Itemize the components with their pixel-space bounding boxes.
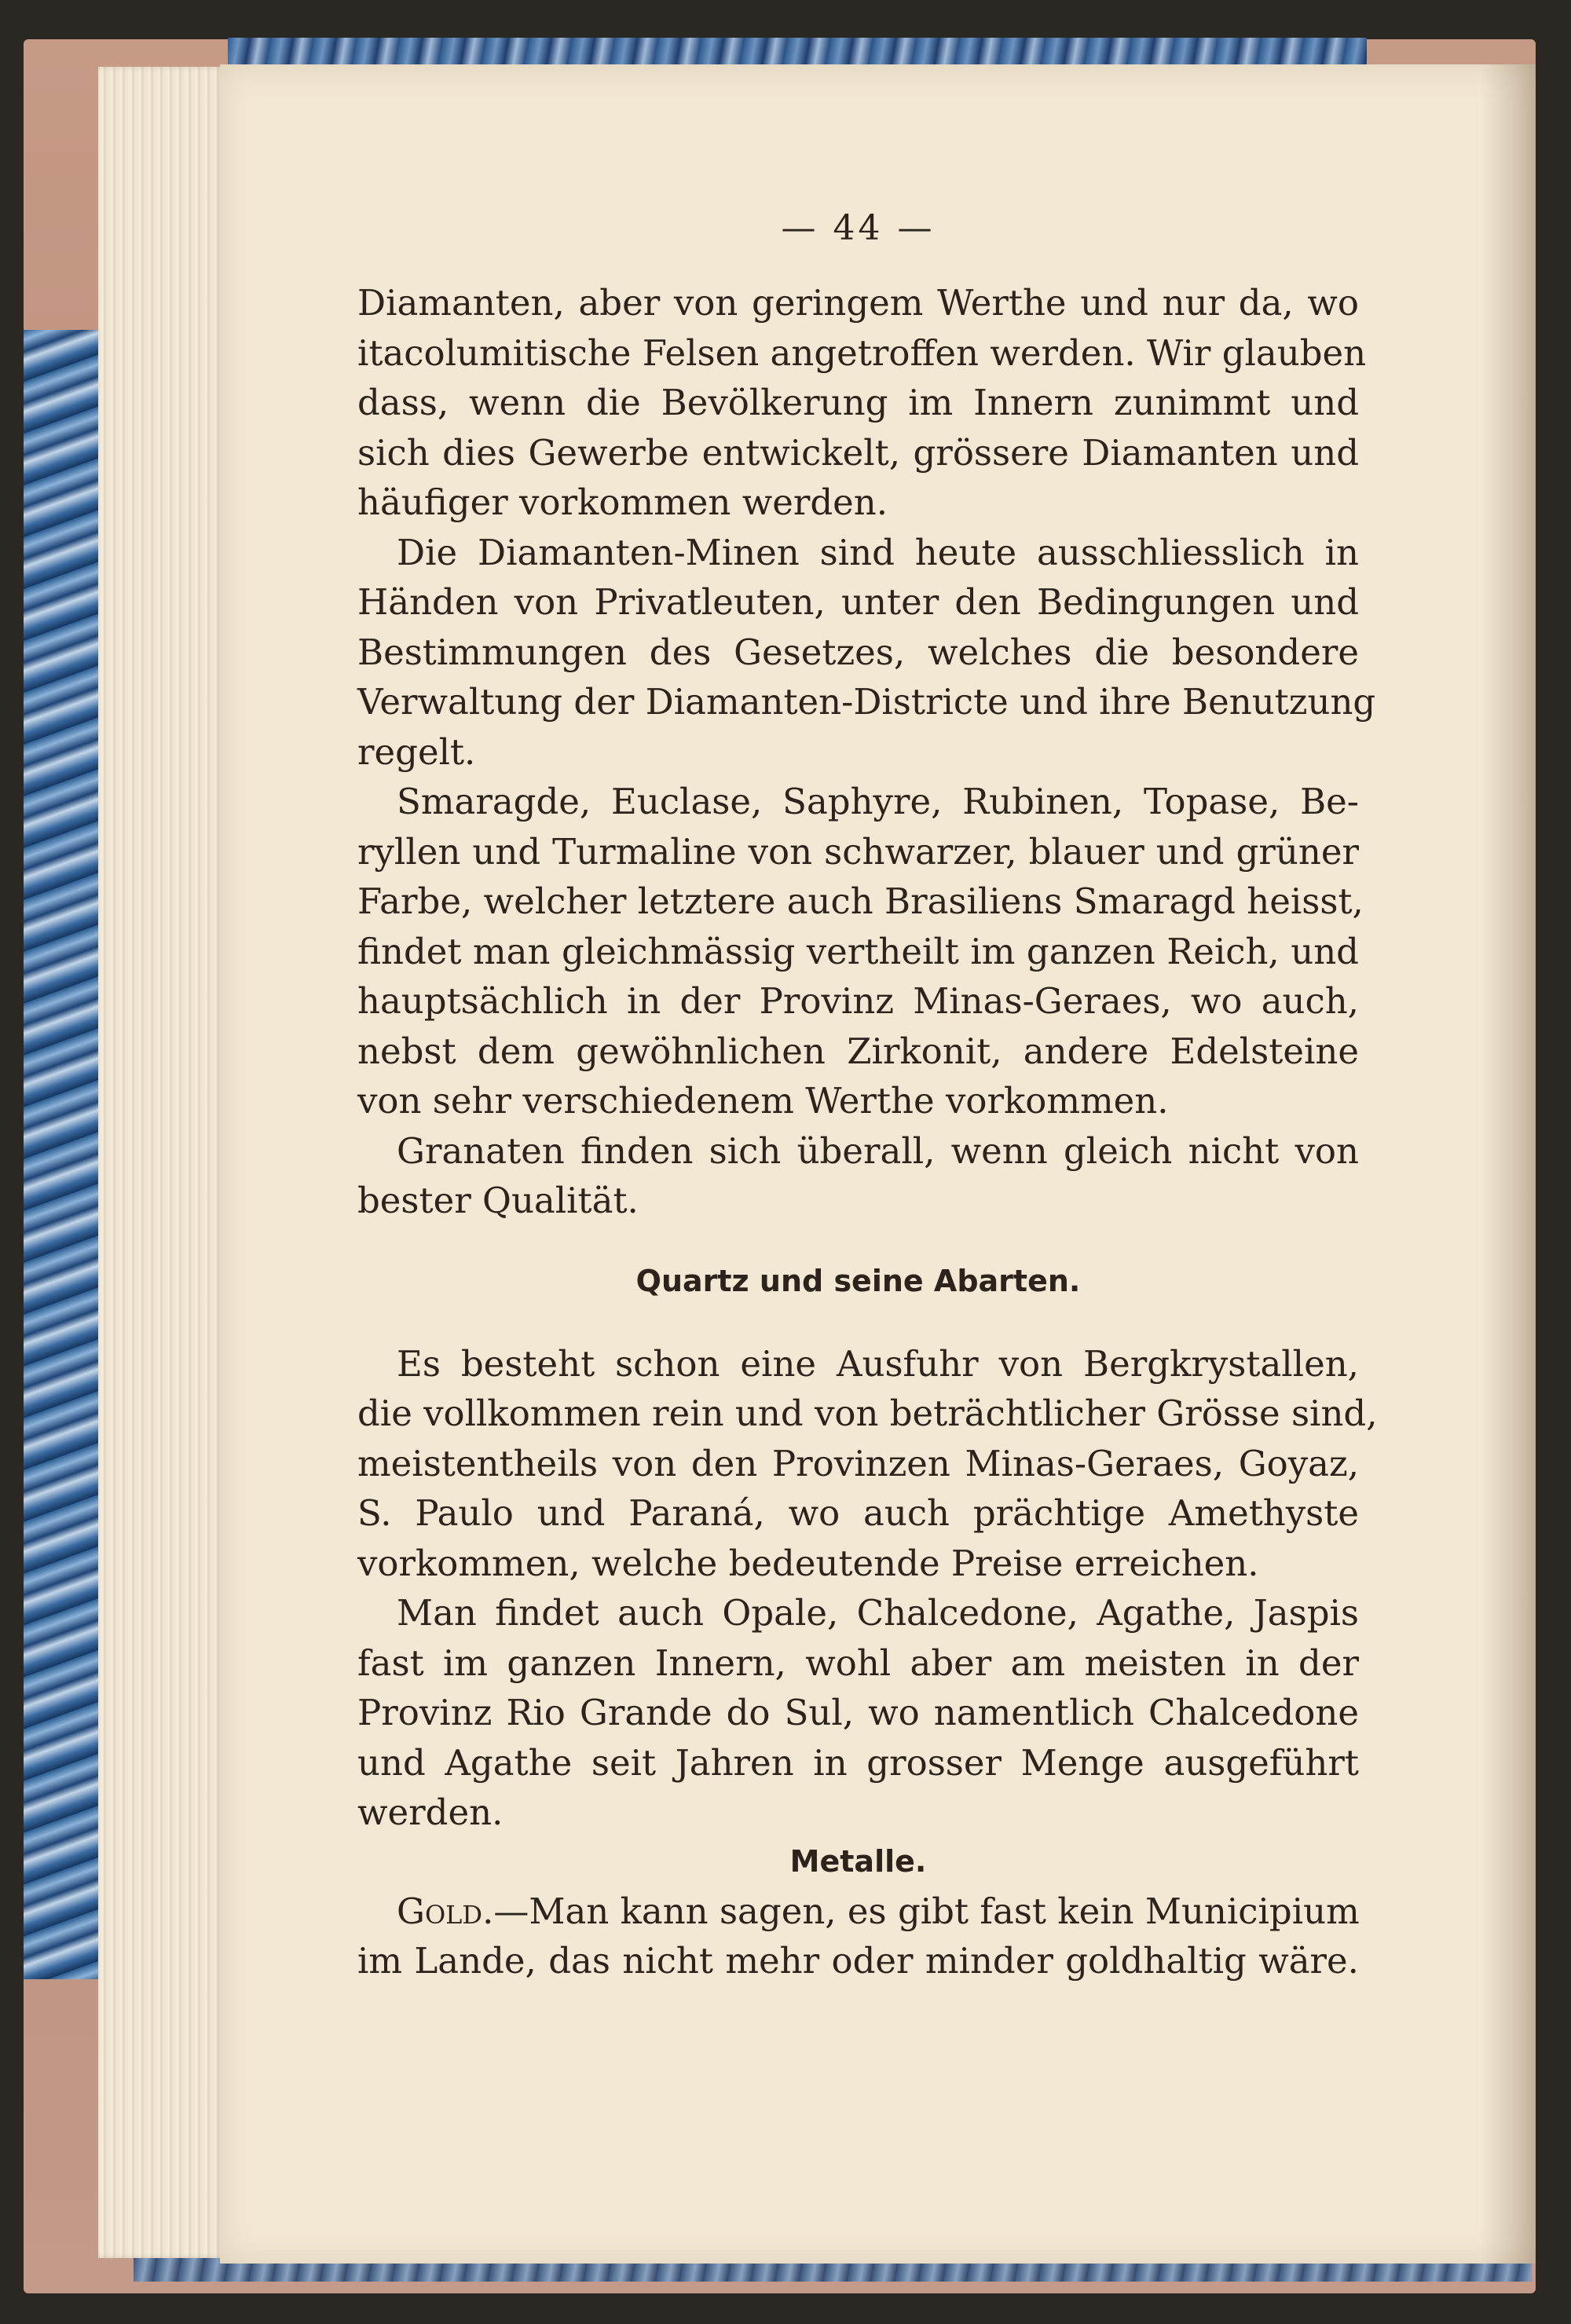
line-text: Bestimmungen des Gesetzes, welches die besondere (357, 631, 1359, 673)
line-text: fast im ganzen Innern, wohl aber am meisten in der (357, 1641, 1359, 1684)
line-text: und Agathe seit Jahren in grosser Menge ausgeführt (357, 1741, 1359, 1784)
line-text: im Lande, das nicht mehr oder minder goldhaltig wäre. (357, 1940, 1359, 1982)
line-text: findet man gleichmässig vertheilt im ganzen Reich, und (357, 930, 1359, 972)
text-line (357, 278, 1359, 328)
text-line (357, 727, 1359, 778)
text-line (357, 1389, 1378, 1439)
text-line (357, 1176, 1359, 1226)
text-line (357, 927, 1359, 977)
text-line (357, 1638, 1359, 1689)
line-text: itacolumitische Felsen angetroffen werden. Wir glauben (357, 331, 1367, 374)
line-text: vorkommen, welche bedeutende Preise erreichen. (357, 1542, 1259, 1584)
line-text: hauptsächlich in der Provinz Minas-Geraes, wo auch, (357, 980, 1359, 1022)
text-line (357, 1488, 1359, 1539)
text-line (357, 877, 1364, 927)
page-number: — 44 — (781, 208, 936, 248)
page-stack-edge (98, 67, 224, 2258)
text-line (357, 1126, 1359, 1177)
gutter-shadow (1481, 64, 1536, 2264)
line-text: werden. (357, 1791, 504, 1833)
text-line (357, 1688, 1359, 1738)
text-line (357, 428, 1359, 478)
text-line (357, 628, 1359, 678)
section-heading-quartz: Quartz und seine Abarten. (635, 1263, 1081, 1298)
text-line (357, 1887, 1359, 1937)
text-line (357, 1339, 1359, 1389)
line-text: Farbe, welcher letztere auch Brasiliens Smaragd heisst, (357, 880, 1364, 922)
text-section-metals (357, 1887, 1359, 1986)
line-text: ryllen und Turmaline von schwarzer, blauer und grüner (357, 830, 1359, 873)
line-text: meistentheils von den Provinzen Minas-Geraes, Goyaz, (357, 1442, 1359, 1484)
text-line (357, 1027, 1359, 1077)
text-line (357, 378, 1359, 428)
line-text: häufiger vorkommen werden. (357, 481, 888, 523)
text-section-quartz (357, 1339, 1378, 1838)
line-text: von sehr verschiedenem Werthe vorkommen. (357, 1080, 1169, 1122)
text-line (357, 528, 1359, 578)
line-text: bester Qualität. (357, 1180, 639, 1221)
line-text: Granaten finden sich überall, wenn gleich nicht von (397, 1129, 1359, 1172)
line-text: nebst dem gewöhnlichen Zirkonit, andere Edelsteine (357, 1030, 1359, 1072)
line-text: sich dies Gewerbe entwickelt, grössere Diamanten und (357, 431, 1359, 474)
line-text: Händen von Privatleuten, unter den Bedingungen und (357, 581, 1359, 623)
text-line (357, 577, 1359, 628)
line-text: —Man kann sagen, es gibt fast kein Municipium (493, 1890, 1360, 1932)
text-line (357, 1738, 1359, 1788)
text-line (357, 777, 1359, 827)
text-section-gems (357, 278, 1376, 1226)
line-text: S. Paulo und Paraná, wo auch prächtige Amethyste (357, 1492, 1359, 1534)
line-text: regelt. (357, 730, 476, 773)
text-line (357, 1588, 1359, 1638)
line-text: die vollkommen rein und von beträchtlicher Grösse sind, (357, 1393, 1378, 1434)
text-line (357, 1439, 1359, 1489)
line-text: Verwaltung der Diamanten-Districte und ihre Benutzung (357, 681, 1376, 723)
line-text: Es besteht schon eine Ausfuhr von Bergkrystallen, (397, 1342, 1359, 1385)
line-text: Man findet auch Opale, Chalcedone, Agathe, Jaspis (397, 1592, 1359, 1634)
page-text (357, 208, 1378, 1986)
line-text: Smaragde, Euclase, Saphyre, Rubinen, Topase, Be- (397, 781, 1359, 822)
line-text: dass, wenn die Bevölkerung im Innern zunimmt und (357, 382, 1359, 423)
text-line (357, 478, 1359, 528)
text-line (357, 677, 1376, 727)
text-line (357, 1076, 1359, 1126)
line-text: Provinz Rio Grande do Sul, wo namentlich Chalcedone (357, 1692, 1359, 1733)
section-heading-metals: Metalle. (789, 1843, 927, 1879)
marbled-edge-left (24, 330, 98, 1979)
line-text: Die Diamanten-Minen sind heute ausschliesslich in (397, 531, 1359, 573)
text-line (357, 976, 1359, 1027)
text-line (357, 328, 1367, 379)
text-line (357, 1539, 1359, 1589)
text-line (357, 1936, 1359, 1986)
text-line (357, 1788, 1359, 1838)
lead-word: Gold. (397, 1890, 494, 1932)
line-text: Diamanten, aber von geringem Werthe und nur da, wo (357, 282, 1359, 324)
text-line (357, 827, 1359, 877)
